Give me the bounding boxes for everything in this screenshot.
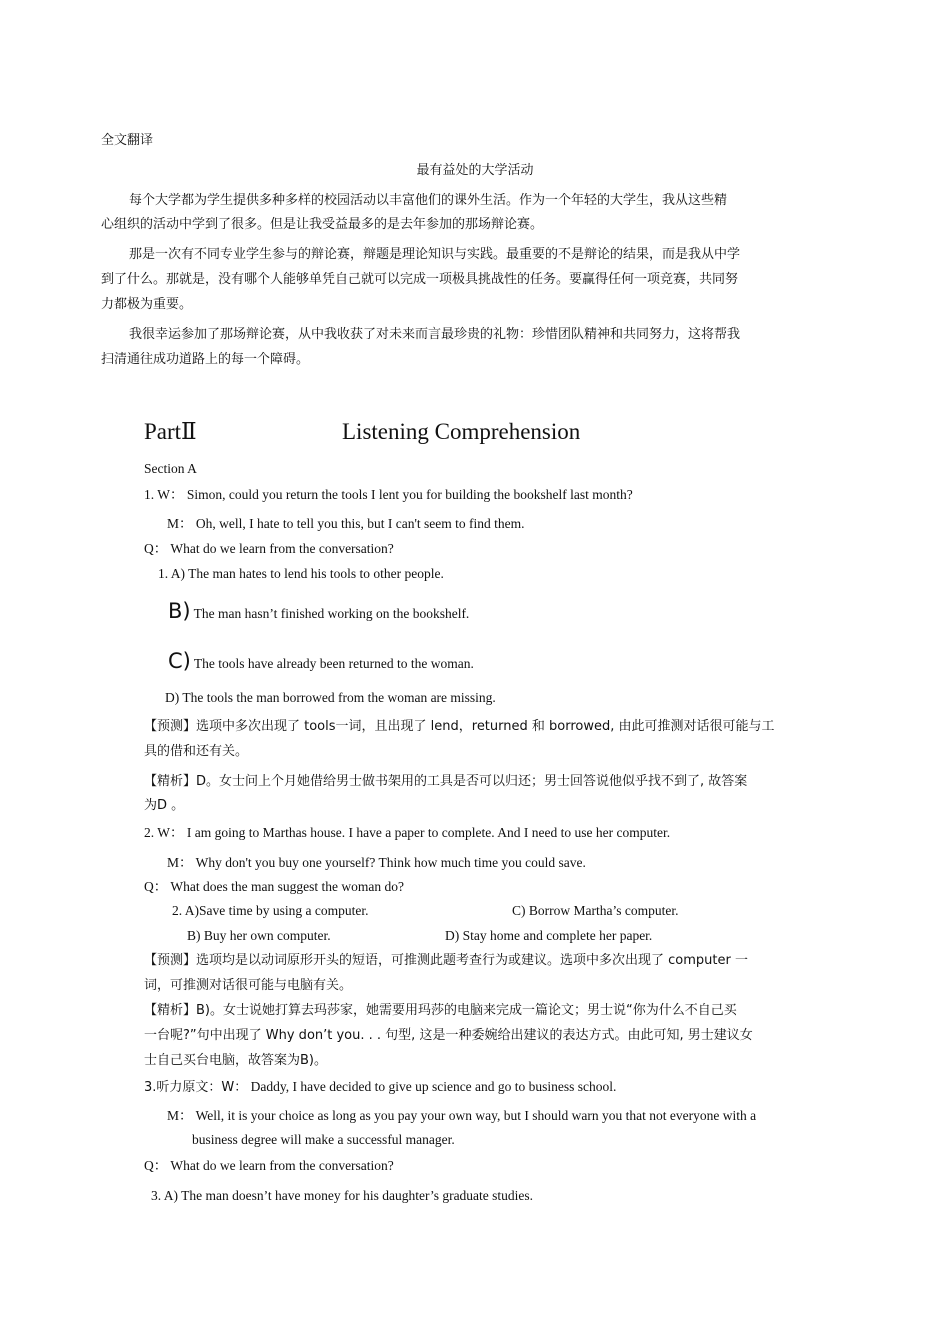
q2-option-a: 2. A)Save time by using a computer.	[172, 903, 369, 918]
q2-predict: 【预测】选项均是以动词原形开头的短语，可推测此题考查行为或建议。选项中多次出现了 computer 一	[144, 953, 748, 968]
q1-option-b-text: The man hasn’t finished working on the bookshelf.	[193, 606, 470, 621]
q1-predict: 具的借和还有关。	[144, 744, 249, 759]
section-label: Section A	[144, 461, 197, 476]
q3-woman-line	[144, 1078, 616, 1097]
translation-line: 心组织的活动中学到了很多。但是让我受益最多的是去年参加的那场辩论赛。	[101, 217, 544, 232]
q2-option-b: B) Buy her own computer.	[187, 928, 331, 943]
part-label: PartⅡ	[144, 419, 197, 444]
part-title: Listening Comprehension	[342, 419, 581, 444]
q2-analysis: 士自己买台电脑，故答案为B)。	[144, 1053, 327, 1068]
translation-line: 到了什么。那就是，没有哪个人能够单凭自己就可以完成一项极具挑战性的任务。要赢得任何一项竞赛，共同努	[101, 272, 739, 287]
q1-option-b	[168, 599, 469, 623]
q1-woman-line: 1. W： Simon, could you return the tools I lent you for building the bookshelf last month?	[144, 487, 633, 502]
q1-option-c-text: The tools have already been returned to the woman.	[193, 656, 474, 671]
q2-option-c: C) Borrow Martha’s computer.	[512, 903, 679, 918]
q3-option-a: 3. A) The man doesn’t have money for his daughter’s graduate studies.	[151, 1188, 534, 1203]
q2-man-line: M： Why don't you buy one yourself? Think how much time you could save.	[167, 855, 586, 870]
q1-analysis: 为D 。	[144, 798, 185, 813]
translation-line: 扫清通往成功道路上的每一个障碍。	[101, 352, 310, 367]
q3-question: Q： What do we learn from the conversation?	[144, 1158, 394, 1173]
q1-option-a: 1. A) The man hates to lend his tools to other people.	[158, 566, 444, 581]
q2-predict: 词，可推测对话很可能与电脑有关。	[144, 978, 353, 993]
q2-option-d: D) Stay home and complete her paper.	[445, 928, 653, 943]
q1-option-d: D) The tools the man borrowed from the woman are missing.	[165, 690, 496, 705]
q1-option-b-letter: B)	[168, 599, 191, 623]
translation-line: 我很幸运参加了那场辩论赛，从中我收获了对未来而言最珍贵的礼物：珍惜团队精神和共同努力，这将帮我	[129, 327, 741, 342]
q2-analysis: 【精析】B)。女士说她打算去玛莎家，她需要用玛莎的电脑来完成一篇论文；男士说“你为什么不自己买	[144, 1003, 737, 1018]
translation-line: 力都极为重要。	[101, 297, 193, 312]
q3-woman-text: Daddy, I have decided to give up science and go to business school.	[247, 1079, 617, 1094]
translation-heading: 全文翻译	[101, 133, 154, 148]
q1-man-line: M： Oh, well, I hate to tell you this, but I can't seem to find them.	[167, 516, 525, 531]
q3-man-line: business degree will make a successful manager.	[192, 1132, 455, 1147]
translation-line: 那是一次有不同专业学生参与的辩论赛，辩题是理论知识与实践。最重要的不是辩论的结果，而是我从中学	[129, 247, 741, 262]
q3-woman-prefix: 3.听力原文：W：	[144, 1080, 248, 1095]
q1-predict: 【预测】选项中多次出现了 tools一词，且出现了 lend，returned 和 borrowed, 由此可推测对话很可能与工	[144, 719, 775, 734]
translation-line: 每个大学都为学生提供多种多样的校园活动以丰富他们的课外生活。作为一个年轻的大学生，我从这些精	[129, 193, 728, 208]
q2-analysis: 一台呢?”句中出现了 Why don’t you. . . 句型, 这是一种委婉给出建议的表达方式。由此可知, 男士建议女	[144, 1028, 753, 1043]
q1-question: Q： What do we learn from the conversation?	[144, 541, 394, 556]
translation-title: 最有益处的大学活动	[416, 163, 534, 178]
q3-man-line: M： Well, it is your choice as long as you pay your own way, but I should warn you that not everyone with a	[167, 1108, 757, 1123]
q1-option-c-letter: C)	[168, 649, 191, 673]
q1-analysis: 【精析】D。女士问上个月她借给男士做书架用的工具是否可以归还；男士回答说他似乎找不到了, 故答案	[144, 774, 748, 789]
q2-question: Q： What does the man suggest the woman do?	[144, 879, 404, 894]
q2-woman-line: 2. W： I am going to Marthas house. I have a paper to complete. And I need to use her computer.	[144, 825, 671, 840]
q1-option-c	[168, 649, 474, 673]
